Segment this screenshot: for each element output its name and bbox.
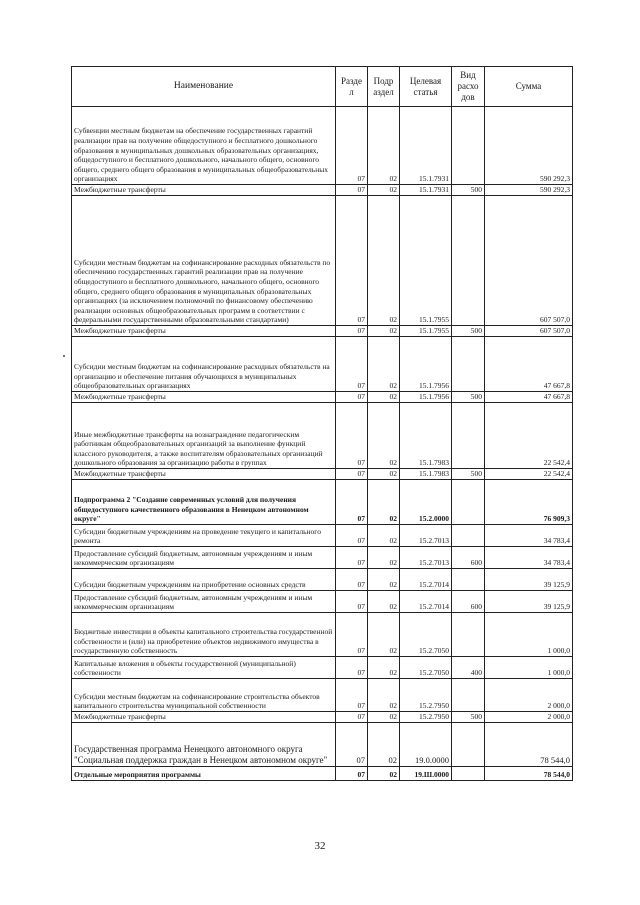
cell-razdel: 07: [336, 107, 368, 185]
cell-vid: [452, 196, 485, 326]
cell-razdel: 07: [336, 767, 368, 781]
cell-razdel: 07: [336, 679, 368, 712]
cell-name: Подпрограмма 2 "Создание современных условий для получения общедоступного качественного образования в Ненецком автономном округе": [72, 480, 336, 525]
cell-sum: 607 507,0: [485, 326, 573, 337]
cell-name: Субсидии местным бюджетам на софинансирование расходных обязательств по обеспечению государственных гарантий реализации прав на получение общедоступного и бесплатного дошкольного, начального общего, основного общего, среднего общего образования в муниципальных образовательных организациях (за исключением полномочий по финансовому обеспечению реализации основных общеобразовательных программ в соответствии с федеральными государственными образовательными стандартами): [72, 196, 336, 326]
header-podrazdel: Подр аздел: [368, 67, 400, 107]
table-row: [72, 480, 573, 525]
cell-razdel: 07: [336, 185, 368, 196]
cell-razdel: 07: [336, 480, 368, 525]
cell-target: 15.2.7050: [400, 613, 452, 657]
cell-vid: [452, 569, 485, 591]
cell-podrazdel: 02: [368, 613, 400, 657]
cell-sum: 2 000,0: [485, 679, 573, 712]
cell-vid: 500: [452, 469, 485, 480]
cell-vid: [452, 613, 485, 657]
cell-target: 15.2.7950: [400, 712, 452, 723]
cell-podrazdel: 02: [368, 403, 400, 469]
table-row: [72, 196, 573, 326]
cell-name: Субсидии местным бюджетам на софинансирование строительства объектов капитального строительства муниципальной собственности: [72, 679, 336, 712]
cell-sum: 22 542,4: [485, 469, 573, 480]
cell-podrazdel: 02: [368, 480, 400, 525]
cell-podrazdel: 02: [368, 525, 400, 547]
table-row: [72, 107, 573, 185]
cell-name: Отдельные мероприятия программы: [72, 767, 336, 781]
cell-vid: 400: [452, 657, 485, 679]
cell-razdel: 07: [336, 569, 368, 591]
cell-sum: 39 125,9: [485, 591, 573, 613]
cell-podrazdel: 02: [368, 591, 400, 613]
cell-vid: [452, 480, 485, 525]
table-row: [72, 723, 573, 767]
cell-podrazdel: 02: [368, 679, 400, 712]
cell-sum: 22 542,4: [485, 403, 573, 469]
cell-target: 15.2.7050: [400, 657, 452, 679]
table-row: [72, 185, 573, 196]
cell-name: Межбюджетные трансферты: [72, 712, 336, 723]
cell-sum: 607 507,0: [485, 196, 573, 326]
margin-mark: [63, 355, 65, 357]
cell-name: Субвенции местным бюджетам на обеспечение государственных гарантий реализации прав на получение общедоступного и бесплатного дошкольного образования в муниципальных дошкольных образовательных организациях, общедоступного и бесплатного дошкольного, начального общего, основного общего, среднего общего образования в муниципальных общеобразовательных организациях: [72, 107, 336, 185]
cell-podrazdel: 02: [368, 392, 400, 403]
cell-sum: 2 000,0: [485, 712, 573, 723]
cell-target: 15.2.7950: [400, 679, 452, 712]
cell-razdel: 07: [336, 392, 368, 403]
cell-name: Предоставление субсидий бюджетным, автономным учреждениям и иным некоммерческим организациям: [72, 591, 336, 613]
table-row: [72, 657, 573, 679]
cell-razdel: 07: [336, 712, 368, 723]
cell-razdel: 07: [336, 403, 368, 469]
header-vid: Вид расхо дов: [452, 67, 485, 107]
cell-podrazdel: 02: [368, 569, 400, 591]
cell-vid: [452, 525, 485, 547]
cell-name: Межбюджетные трансферты: [72, 469, 336, 480]
cell-razdel: 07: [336, 657, 368, 679]
cell-target: 15.1.7956: [400, 337, 452, 392]
cell-razdel: 07: [336, 591, 368, 613]
cell-vid: [452, 679, 485, 712]
header-name: Наименование: [72, 67, 336, 107]
table-row: [72, 767, 573, 781]
table-row: [72, 392, 573, 403]
cell-vid: [452, 723, 485, 767]
cell-sum: 590 292,3: [485, 107, 573, 185]
cell-name: Капитальные вложения в объекты государственной (муниципальной) собственности: [72, 657, 336, 679]
cell-razdel: 07: [336, 547, 368, 569]
cell-razdel: 07: [336, 723, 368, 767]
header-target: Целевая статья: [400, 67, 452, 107]
cell-target: 15.1.7931: [400, 185, 452, 196]
cell-sum: 47 667,8: [485, 337, 573, 392]
cell-podrazdel: 02: [368, 337, 400, 392]
cell-razdel: 07: [336, 196, 368, 326]
cell-vid: 500: [452, 392, 485, 403]
cell-target: 15.1.7955: [400, 326, 452, 337]
cell-target: 15.2.7013: [400, 547, 452, 569]
cell-podrazdel: 02: [368, 196, 400, 326]
cell-name: Субсидии бюджетным учреждениям на приобретение основных средств: [72, 569, 336, 591]
cell-podrazdel: 02: [368, 723, 400, 767]
cell-razdel: 07: [336, 469, 368, 480]
cell-target: 15.1.7983: [400, 403, 452, 469]
cell-podrazdel: 02: [368, 469, 400, 480]
budget-table-container: [71, 66, 572, 781]
cell-vid: [452, 403, 485, 469]
cell-razdel: 07: [336, 525, 368, 547]
table-row: [72, 569, 573, 591]
cell-vid: [452, 337, 485, 392]
cell-target: 15.1.7983: [400, 469, 452, 480]
table-row: [72, 712, 573, 723]
table-row: [72, 591, 573, 613]
cell-razdel: 07: [336, 326, 368, 337]
table-row: [72, 326, 573, 337]
table-row: [72, 547, 573, 569]
cell-name: Иные межбюджетные трансферты на вознаграждение педагогическим работникам общеобразовательных организаций за выполнение функций классного руководителя, а также воспитателям образовательных организаций дошкольного образования за организацию работы в группах: [72, 403, 336, 469]
header-row: [72, 67, 573, 107]
table-row: [72, 337, 573, 392]
cell-vid: [452, 767, 485, 781]
cell-razdel: 07: [336, 337, 368, 392]
cell-vid: 500: [452, 326, 485, 337]
cell-sum: 34 783,4: [485, 547, 573, 569]
cell-sum: 39 125,9: [485, 569, 573, 591]
cell-name: Межбюджетные трансферты: [72, 326, 336, 337]
cell-podrazdel: 02: [368, 657, 400, 679]
cell-target: 15.1.7955: [400, 196, 452, 326]
table-body: [72, 107, 573, 781]
cell-vid: 500: [452, 712, 485, 723]
cell-name: Предоставление субсидий бюджетным, автономным учреждениям и иным некоммерческим организациям: [72, 547, 336, 569]
cell-sum: 590 292,3: [485, 185, 573, 196]
cell-target: 15.2.7013: [400, 525, 452, 547]
cell-sum: 78 544,0: [485, 723, 573, 767]
cell-target: 19.0.0000: [400, 723, 452, 767]
cell-target: 15.2.7014: [400, 569, 452, 591]
cell-sum: 47 667,8: [485, 392, 573, 403]
cell-vid: [452, 107, 485, 185]
cell-name: Субсидии местным бюджетам на софинансирование расходных обязательств на организацию и обеспечение питания обучающихся в муниципальных общеобразовательных организациях: [72, 337, 336, 392]
cell-name: Бюджетные инвестиции в объекты капитального строительства государственной собственности и (или) на приобретение объектов недвижимого имущества в государственную собственность: [72, 613, 336, 657]
cell-name: Субсидии бюджетным учреждениям на проведение текущего и капитального ремонта: [72, 525, 336, 547]
cell-sum: 1 000,0: [485, 657, 573, 679]
page-number: 32: [314, 840, 326, 852]
cell-vid: 600: [452, 547, 485, 569]
header-sum: Сумма: [485, 67, 573, 107]
header-razdel: Разде л: [336, 67, 368, 107]
cell-sum: 1 000,0: [485, 613, 573, 657]
cell-target: 15.2.7014: [400, 591, 452, 613]
cell-sum: 78 544,0: [485, 767, 573, 781]
table-row: [72, 403, 573, 469]
table-row: [72, 679, 573, 712]
cell-vid: 600: [452, 591, 485, 613]
table-row: [72, 525, 573, 547]
cell-podrazdel: 02: [368, 547, 400, 569]
cell-podrazdel: 02: [368, 767, 400, 781]
cell-name: Межбюджетные трансферты: [72, 185, 336, 196]
cell-podrazdel: 02: [368, 185, 400, 196]
cell-podrazdel: 02: [368, 326, 400, 337]
cell-sum: 76 909,3: [485, 480, 573, 525]
cell-target: 15.2.0000: [400, 480, 452, 525]
budget-table: [71, 66, 573, 781]
cell-podrazdel: 02: [368, 712, 400, 723]
cell-target: 15.1.7956: [400, 392, 452, 403]
cell-name: Государственная программа Ненецкого автономного округа "Социальная поддержка граждан в Ненецком автономном округе": [72, 723, 336, 767]
cell-podrazdel: 02: [368, 107, 400, 185]
cell-sum: 34 783,4: [485, 525, 573, 547]
cell-target: 15.1.7931: [400, 107, 452, 185]
cell-vid: 500: [452, 185, 485, 196]
cell-target: 19.Ш.0000: [400, 767, 452, 781]
cell-name: Межбюджетные трансферты: [72, 392, 336, 403]
table-row: [72, 613, 573, 657]
cell-razdel: 07: [336, 613, 368, 657]
table-row: [72, 469, 573, 480]
